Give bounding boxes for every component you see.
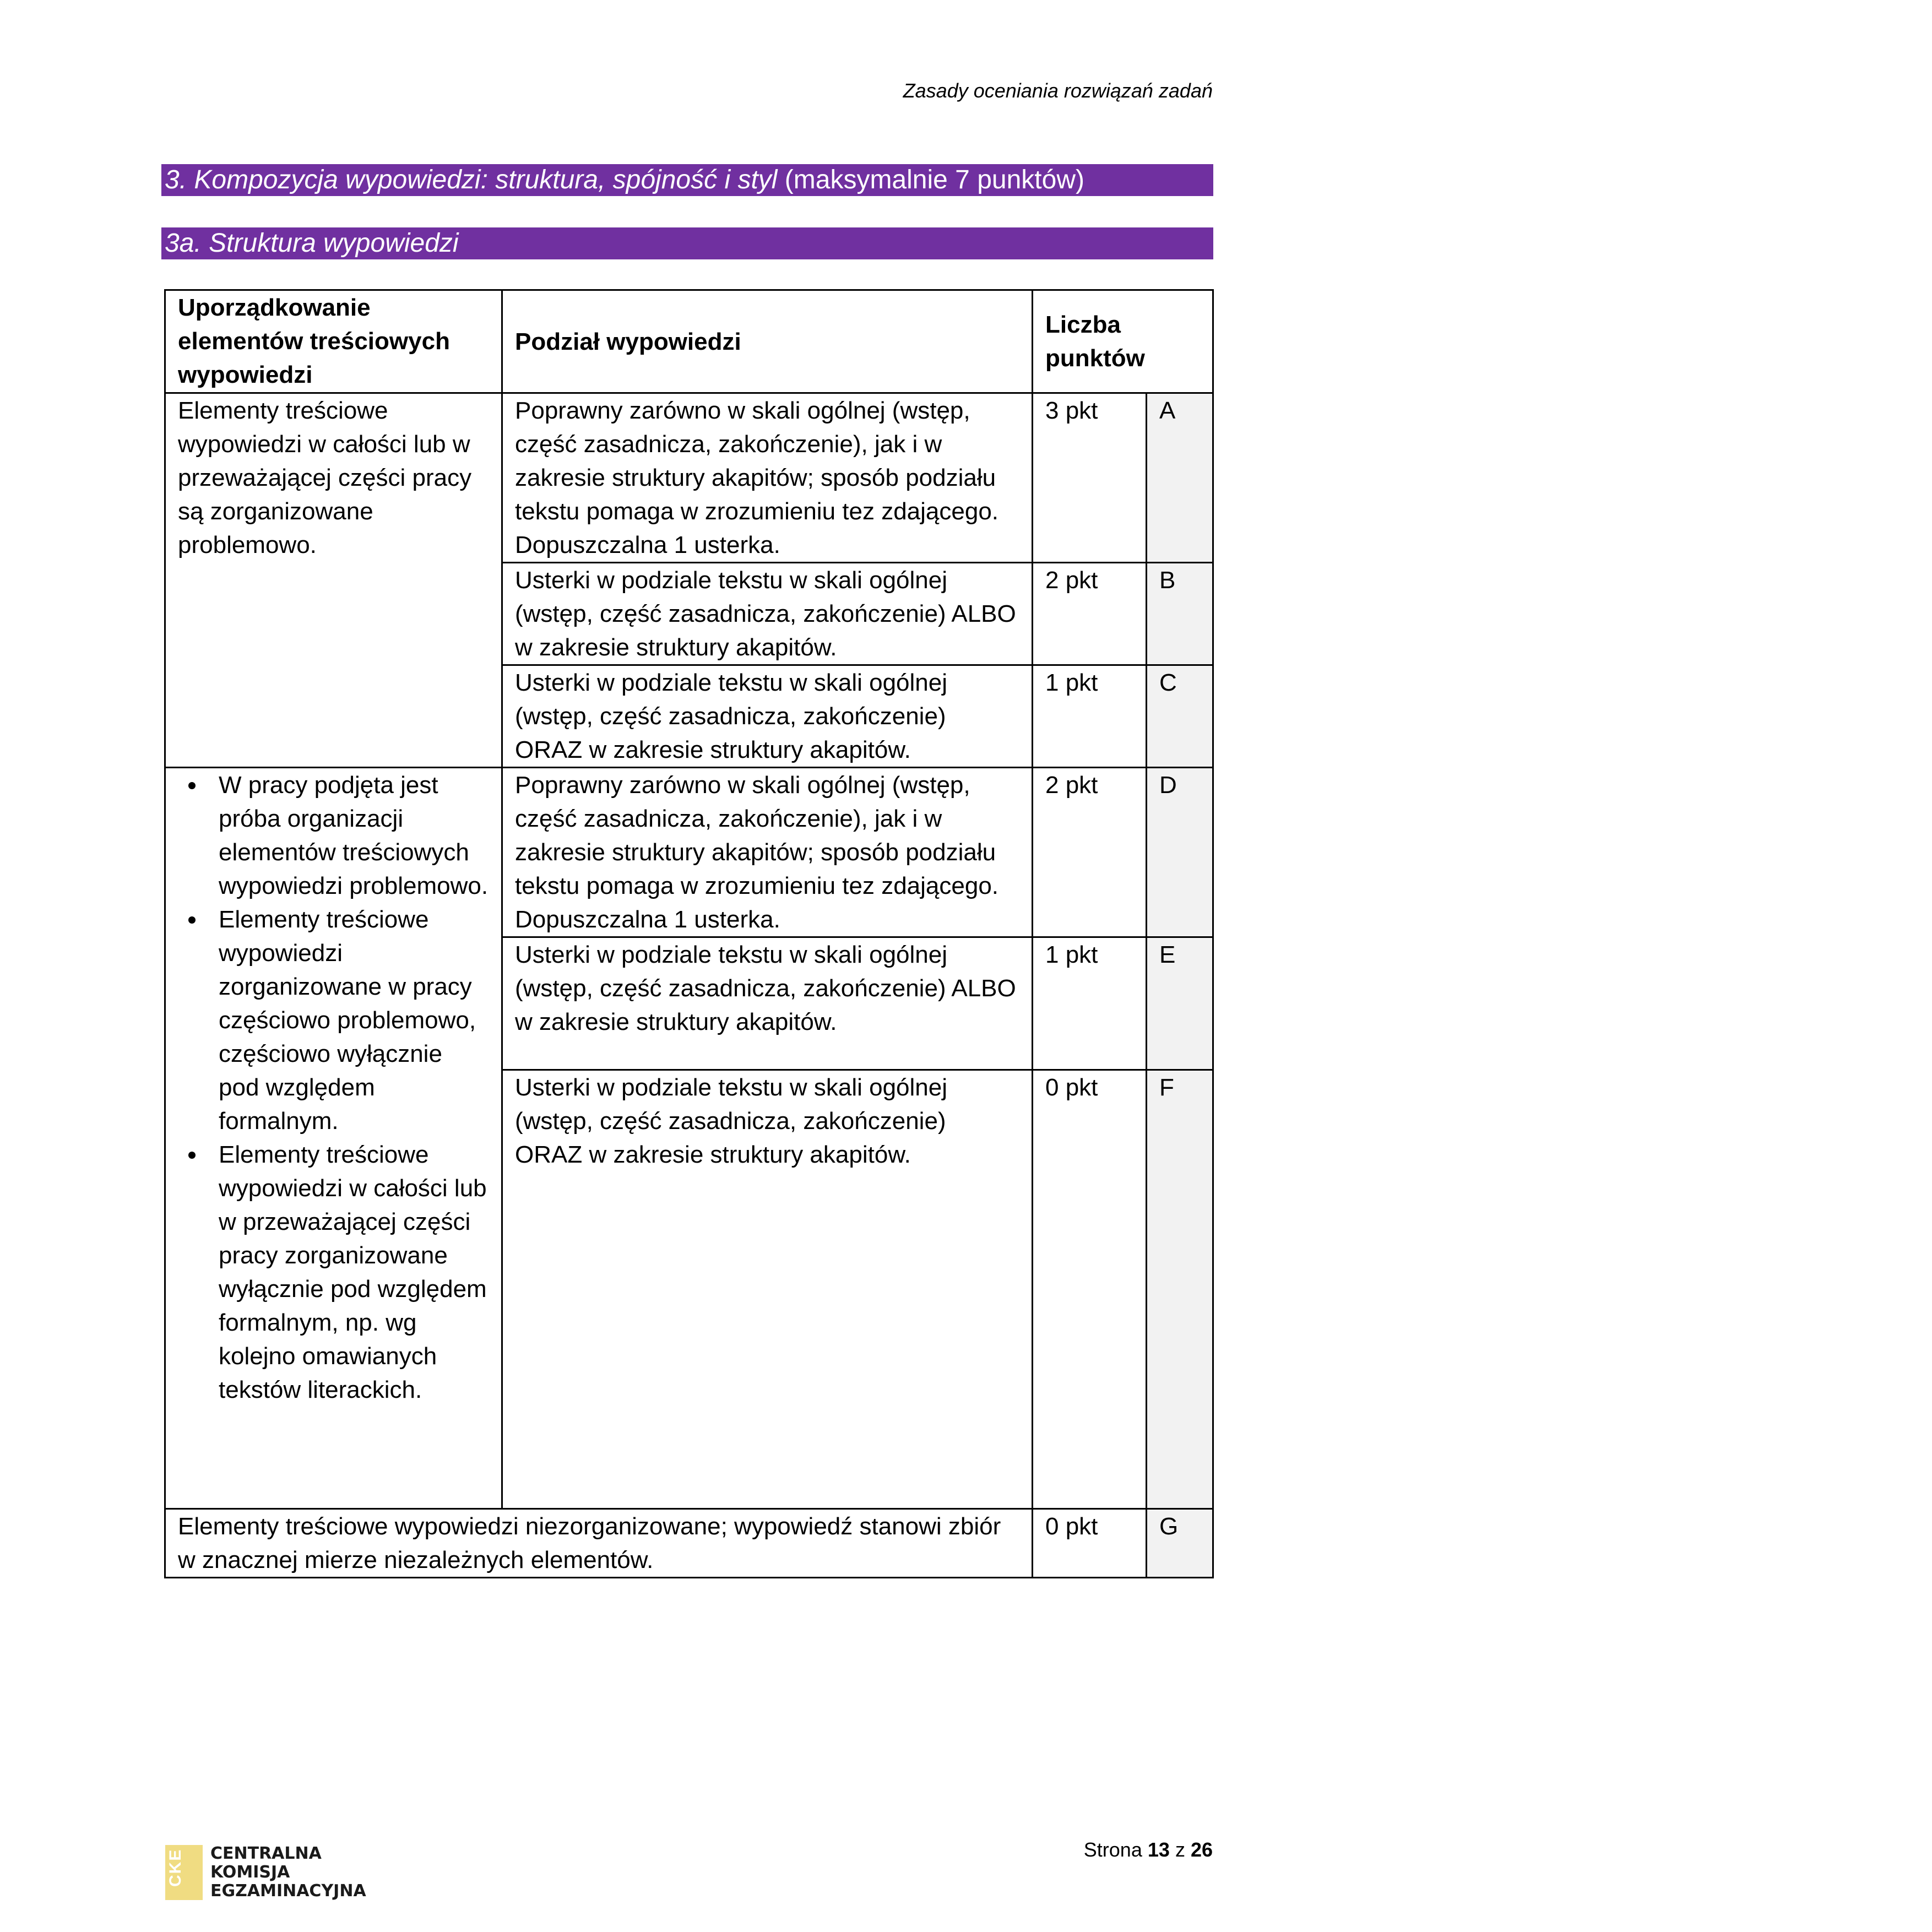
cke-logo-mark [165,1845,203,1900]
list-item: • Elementy treściowe wypowiedzi w całości lub w przeważającej części pracy zorganizowane wyłącznie pod względem formalnym, np. wg kolejno omawianych tekstów literackich. [207,1138,489,1407]
level-letter: D [1147,768,1213,937]
subsection-heading-text: 3a. Struktura wypowiedzi [165,229,459,258]
page-total: 26 [1190,1838,1213,1861]
header-division: Podział wypowiedzi [502,290,1033,393]
page-number [1084,1838,1213,1862]
cke-logo-mark-text: CKE [166,1848,184,1887]
division-cell: Poprawny zarówno w skali ogólnej (wstęp, część zasadnicza, zakończenie), jak i w zakresie struktury akapitów; sposób podziału tekstu pomaga w zrozumieniu tez zdającego. Dopuszczalna 1 usterka. [502,768,1033,937]
division-cell: Usterki w podziale tekstu w skali ogólnej (wstęp, część zasadnicza, zakończenie) ALBO w zakresie struktury akapitów. [502,937,1033,1070]
points-cell: 1 pkt [1033,665,1147,768]
header-points: Liczba punktów [1033,290,1213,393]
cke-logo-text [210,1844,366,1901]
level-letter: G [1147,1509,1213,1578]
logo-line: EGZAMINACYJNA [210,1881,366,1901]
level-letter: B [1147,563,1213,665]
level-letter: C [1147,665,1213,768]
cke-logo [165,1845,366,1900]
points-cell: 2 pkt [1033,768,1147,937]
section-heading-max-points: (maksymalnie 7 punktów) [777,165,1084,194]
page-sep: z [1175,1838,1185,1861]
table-row [165,1509,1213,1578]
division-cell: Poprawny zarówno w skali ogólnej (wstęp, część zasadnicza, zakończenie), jak i w zakresie struktury akapitów; sposób podziału tekstu pomaga w zrozumieniu tez zdającego. Dopuszczalna 1 usterka. [502,393,1033,563]
points-cell: 2 pkt [1033,563,1147,665]
points-cell: 0 pkt [1033,1509,1147,1578]
list-item: • Elementy treściowe wypowiedzi zorganizowane w pracy częściowo problemowo, częściowo wyłącznie pod względem formalnym. [207,903,489,1138]
organization-group-2 [165,768,502,1509]
section-heading-italic: 3. Kompozycja wypowiedzi: struktura, spójność i styl [165,165,778,194]
level-letter: F [1147,1070,1213,1509]
scoring-table [164,289,1214,1578]
logo-line: CENTRALNA [210,1844,322,1863]
table-row [165,393,1213,563]
level-letter: A [1147,393,1213,563]
header-organization: Uporządkowanie elementów treściowych wypowiedzi [165,290,502,393]
points-cell: 3 pkt [1033,393,1147,563]
points-cell: 0 pkt [1033,1070,1147,1509]
table-row [165,768,1213,937]
points-cell: 1 pkt [1033,937,1147,1070]
section-heading [161,164,1213,196]
page-label: Strona [1083,1838,1142,1861]
organization-bullets [178,768,489,1407]
logo-line: KOMISJA [210,1863,290,1882]
organization-group-1: Elementy treściowe wypowiedzi w całości lub w przeważającej części pracy są zorganizowane problemowo. [165,393,502,768]
unorganized-cell: Elementy treściowe wypowiedzi niezorganizowane; wypowiedź stanowi zbiór w znacznej mierze niezależnych elementów. [165,1509,1033,1578]
level-letter: E [1147,937,1213,1070]
subsection-heading [161,227,1213,259]
table-header-row [165,290,1213,393]
page-current: 13 [1147,1838,1170,1861]
list-item: • W pracy podjęta jest próba organizacji elementów treściowych wypowiedzi problemowo. [207,768,489,903]
division-cell: Usterki w podziale tekstu w skali ogólnej (wstęp, część zasadnicza, zakończenie) ORAZ w zakresie struktury akapitów. [502,1070,1033,1509]
division-cell: Usterki w podziale tekstu w skali ogólnej (wstęp, część zasadnicza, zakończenie) ALBO w zakresie struktury akapitów. [502,563,1033,665]
division-cell: Usterki w podziale tekstu w skali ogólnej (wstęp, część zasadnicza, zakończenie) ORAZ w zakresie struktury akapitów. [502,665,1033,768]
running-head: Zasady oceniania rozwiązań zadań [903,79,1213,102]
